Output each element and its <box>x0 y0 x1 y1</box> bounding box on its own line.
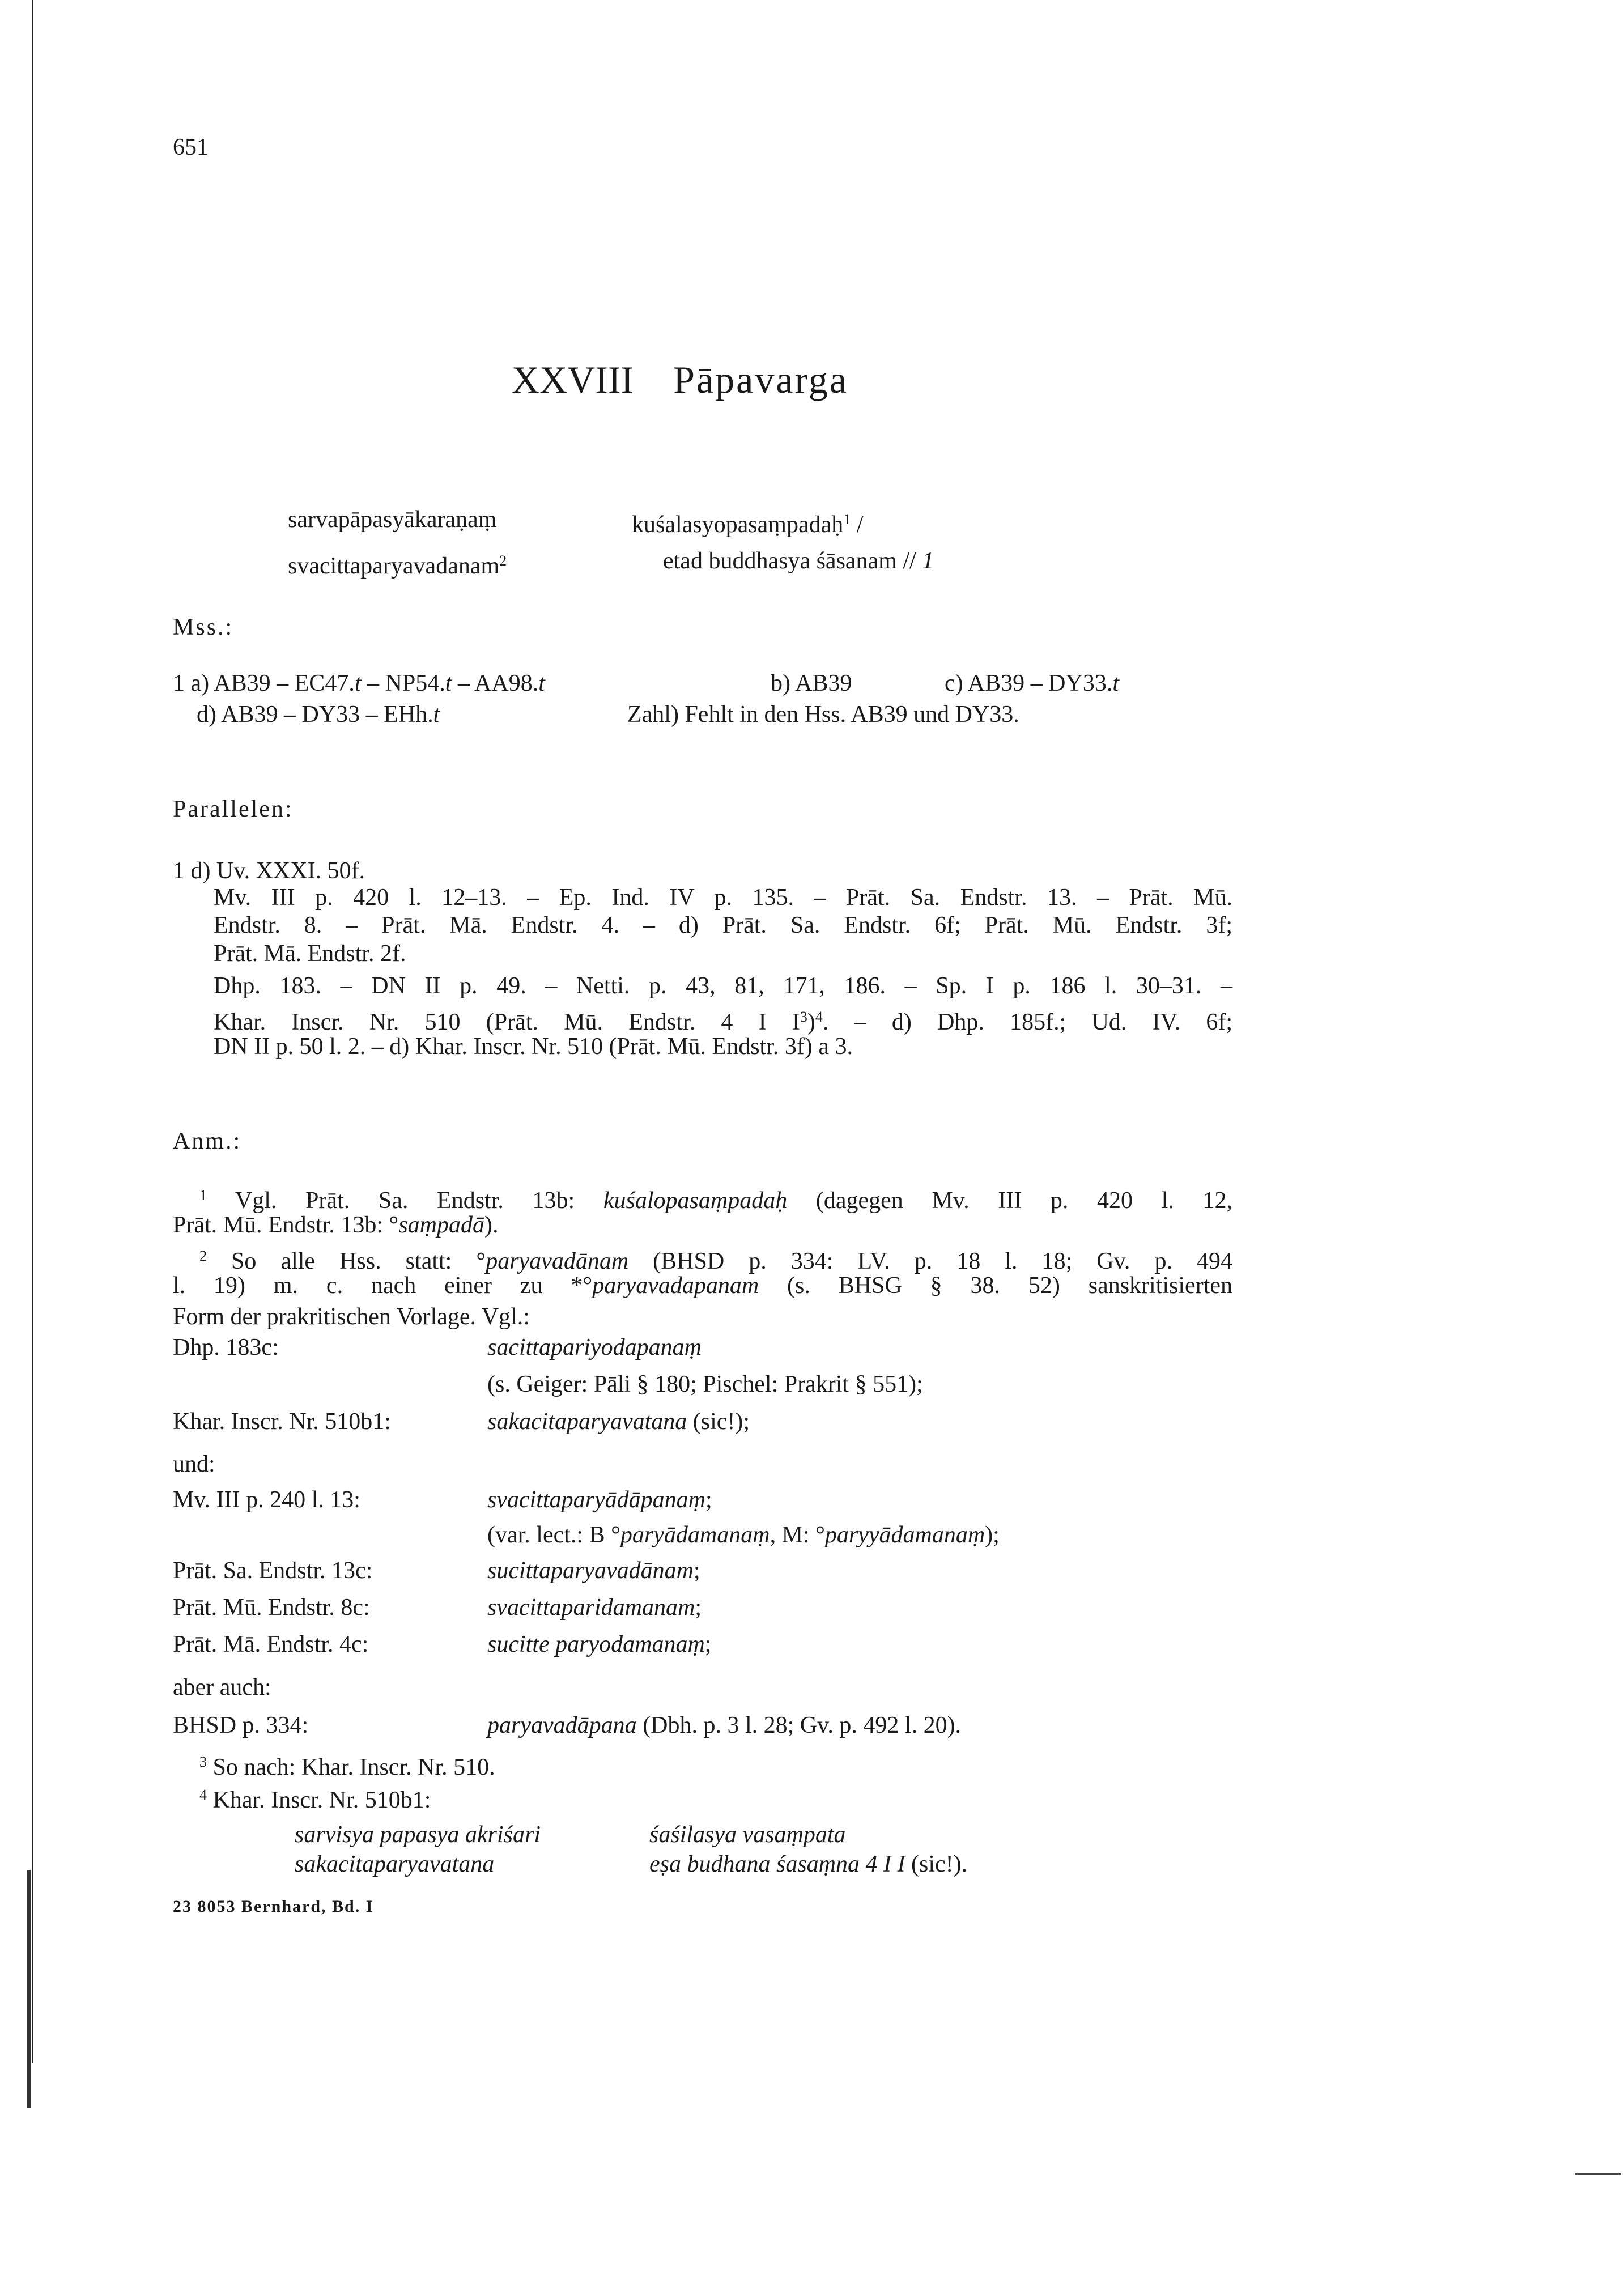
scan-edge-mark <box>27 1870 31 2108</box>
printer-footer: 23 8053 Bernhard, Bd. I <box>173 1897 374 1916</box>
italic-segment: svacittaparyādāpanaṃ <box>487 1487 705 1513</box>
text-segment: (dagegen Mv. III p. 420 l. 12, <box>787 1188 1233 1214</box>
footnote-marker: 3 <box>199 1754 207 1770</box>
footnote-marker: 4 <box>199 1787 207 1803</box>
italic-segment: sacittapariyodapanaṃ <box>487 1334 702 1360</box>
text-segment: (sic!). <box>905 1851 968 1877</box>
footnote-marker: 1 <box>199 1187 207 1204</box>
italic-segment: paryavadānam <box>486 1248 629 1274</box>
parallel-line <box>173 857 365 885</box>
mss-line <box>771 669 852 698</box>
text-segment: (s. Geiger: Pāli § 180; Pischel: Prakrit § 551); <box>487 1371 923 1397</box>
table-value <box>487 1711 961 1740</box>
mss-line <box>197 700 440 729</box>
text-segment: ); <box>985 1522 1000 1548</box>
table-label <box>173 1630 368 1659</box>
text-segment: sarvapāpasyākaraṇaṃ <box>288 507 497 533</box>
table-value <box>487 1408 750 1436</box>
table-value <box>487 1333 702 1362</box>
text-segment: und: <box>173 1451 215 1477</box>
mss-heading: Mss.: <box>173 614 234 640</box>
text-segment: / <box>851 512 864 538</box>
parallel-line <box>214 1032 853 1061</box>
text-segment: So nach: Khar. Inscr. Nr. 510. <box>207 1754 495 1780</box>
inscription-line <box>295 1850 494 1878</box>
text-segment: ; <box>693 1558 700 1584</box>
text-segment: Form der prakritischen Vorlage. Vgl.: <box>173 1304 530 1330</box>
text-segment: svacittaparyavadanam <box>288 553 500 579</box>
text-segment: , M: ° <box>770 1522 825 1548</box>
italic-segment: t <box>538 670 545 696</box>
footnote-line <box>173 1303 530 1331</box>
italic-segment: paryavadapanam <box>592 1273 759 1299</box>
text-segment: Mv. III p. 240 l. 13: <box>173 1487 360 1513</box>
text-segment: ; <box>705 1487 712 1513</box>
italic-segment: paryyādamanaṃ <box>824 1522 985 1548</box>
text-segment: (var. lect.: B ° <box>487 1522 620 1548</box>
italic-segment: t <box>433 701 440 728</box>
text-segment: d) AB39 – DY33 – EHh. <box>197 701 433 728</box>
italic-segment: svacittaparidamanam <box>487 1595 695 1621</box>
text-segment: DN II p. 50 l. 2. – d) Khar. Inscr. Nr. 510 (Prāt. Mū. Endstr. 3f) a 3. <box>214 1034 853 1060</box>
footnote-marker: 1 <box>843 511 851 528</box>
footnote-marker: 2 <box>499 552 507 569</box>
scan-bottom-mark <box>1575 2173 1621 2175</box>
text-segment: ; <box>704 1631 712 1657</box>
parallel-line <box>214 939 406 968</box>
italic-segment: sakacitaparyavatana <box>295 1851 495 1877</box>
footnote-line <box>199 1748 495 1781</box>
text-segment: (Dbh. p. 3 l. 28; Gv. p. 492 l. 20). <box>636 1712 962 1738</box>
table-label <box>173 1711 308 1740</box>
footnote-line <box>199 1781 431 1814</box>
mss-line <box>173 669 545 698</box>
footnote-line <box>173 1272 1232 1300</box>
italic-segment: kuśalopasaṃpadaḥ <box>603 1188 788 1214</box>
text-segment: Prāt. Mū. Endstr. 13b: ° <box>173 1212 399 1238</box>
table-value <box>487 1370 923 1398</box>
table-value <box>487 1630 711 1659</box>
text-segment: Zahl) Fehlt in den Hss. AB39 und DY33. <box>627 701 1019 728</box>
table-label <box>173 1450 215 1478</box>
verse-line-2a <box>288 547 507 580</box>
italic-segment: sucittaparyavadānam <box>487 1558 694 1584</box>
text-segment: (BHSD p. 334: LV. p. 18 l. 18; Gv. p. 494 <box>628 1248 1232 1274</box>
text-segment: ; <box>695 1595 702 1621</box>
text-segment: (s. BHSG § 38. 52) sanskritisierten <box>759 1273 1232 1299</box>
text-segment: Mv. III p. 420 l. 12–13. – Ep. Ind. IV p. 135. – Prāt. Sa. Endstr. 13. – Prāt. Mū. <box>214 885 1232 911</box>
text-segment: Vgl. Prāt. Sa. Endstr. 13b: <box>207 1188 603 1214</box>
text-segment: Prāt. Mū. Endstr. 8c: <box>173 1595 370 1621</box>
footnote-line <box>199 1242 1232 1275</box>
text-segment: 1 a) AB39 – EC47. <box>173 670 355 696</box>
mss-line <box>627 700 1019 729</box>
inscription-line <box>295 1821 541 1849</box>
parallel-line <box>214 1003 1232 1036</box>
parallel-line <box>214 972 1232 1000</box>
text-segment: Dhp. 183. – DN II p. 49. – Netti. p. 43, 81, 171, 186. – Sp. I p. 186 l. 30–31. – <box>214 973 1232 999</box>
anm-heading: Anm.: <box>173 1128 242 1154</box>
verse-line-2b <box>663 547 934 575</box>
italic-segment: 1 <box>922 548 934 574</box>
table-label <box>173 1673 271 1702</box>
footnote-marker: 4 <box>815 1009 823 1025</box>
footnote-marker: 2 <box>199 1248 207 1264</box>
parallelen-heading: Parallelen: <box>173 796 294 822</box>
italic-segment: eṣa budhana śasaṃna 4 I I <box>649 1851 905 1877</box>
text-segment: Dhp. 183c: <box>173 1334 279 1360</box>
footnote-marker: 3 <box>800 1009 807 1025</box>
chapter-numeral: XXVIII <box>511 358 634 401</box>
inscription-line <box>649 1821 846 1849</box>
chapter-title <box>0 357 1360 402</box>
text-segment: Prāt. Mā. Endstr. 4c: <box>173 1631 369 1657</box>
verse-line-1a <box>288 505 496 534</box>
table-value <box>487 1593 702 1622</box>
italic-segment: sarvisya papasya akriśari <box>295 1822 541 1848</box>
table-value <box>487 1521 1000 1549</box>
text-segment: (sic!); <box>687 1409 750 1435</box>
table-value <box>487 1557 700 1585</box>
text-segment: aber auch: <box>173 1674 271 1700</box>
scan-edge-line <box>32 0 33 2063</box>
table-label <box>173 1486 360 1514</box>
table-label <box>173 1333 279 1362</box>
text-segment: So alle Hss. statt: ° <box>207 1248 486 1274</box>
mss-line <box>945 669 1119 698</box>
table-label <box>173 1593 370 1622</box>
italic-segment: sakacitaparyavatana <box>487 1409 687 1435</box>
table-value <box>487 1486 712 1514</box>
italic-segment: t <box>1112 670 1119 696</box>
text-segment: l. 19) m. c. nach einer zu *° <box>173 1273 593 1299</box>
text-segment: b) AB39 <box>771 670 852 696</box>
page-number: 651 <box>173 134 209 160</box>
text-segment: kuśalasyopasaṃpadaḥ <box>632 512 844 538</box>
text-segment: – NP54. <box>361 670 445 696</box>
italic-segment: sucitte paryodamanaṃ <box>487 1631 705 1657</box>
text-segment: ) <box>807 1009 815 1035</box>
verse-line-1b <box>632 505 863 539</box>
italic-segment: paryādamanaṃ <box>620 1522 770 1548</box>
text-segment: 1 d) Uv. XXXI. 50f. <box>173 858 365 884</box>
text-segment: ). <box>484 1212 499 1238</box>
text-segment: Prāt. Sa. Endstr. 13c: <box>173 1558 373 1584</box>
italic-segment: t <box>354 670 362 696</box>
text-segment: . – d) Dhp. 185f.; Ud. IV. 6f; <box>822 1009 1232 1035</box>
text-segment: Endstr. 8. – Prāt. Mā. Endstr. 4. – d) Prāt. Sa. Endstr. 6f; Prāt. Mū. Endstr. 3f; <box>214 912 1232 938</box>
italic-segment: śaśilasya vasaṃpata <box>649 1822 846 1848</box>
italic-segment: saṃpadā <box>398 1212 484 1238</box>
text-segment: Khar. Inscr. Nr. 510 (Prāt. Mū. Endstr. 4 I I <box>214 1009 800 1035</box>
parallel-line <box>214 911 1232 939</box>
italic-segment: t <box>445 670 452 696</box>
text-segment: Khar. Inscr. Nr. 510b1: <box>207 1787 431 1813</box>
text-segment: – AA98. <box>452 670 539 696</box>
footnote-line <box>199 1181 1232 1215</box>
text-segment: BHSD p. 334: <box>173 1712 309 1738</box>
italic-segment: paryavadāpana <box>487 1712 637 1738</box>
text-segment: etad buddhasya śāsanam // <box>663 548 922 574</box>
text-segment: Khar. Inscr. Nr. 510b1: <box>173 1409 391 1435</box>
table-label <box>173 1408 391 1436</box>
table-label <box>173 1557 372 1585</box>
text-segment: Prāt. Mā. Endstr. 2f. <box>214 941 406 967</box>
inscription-line <box>649 1850 967 1878</box>
footnote-line <box>173 1211 499 1239</box>
parallel-line <box>214 883 1232 912</box>
chapter-name: Pāpavarga <box>673 358 849 401</box>
text-segment: c) AB39 – DY33. <box>945 670 1113 696</box>
